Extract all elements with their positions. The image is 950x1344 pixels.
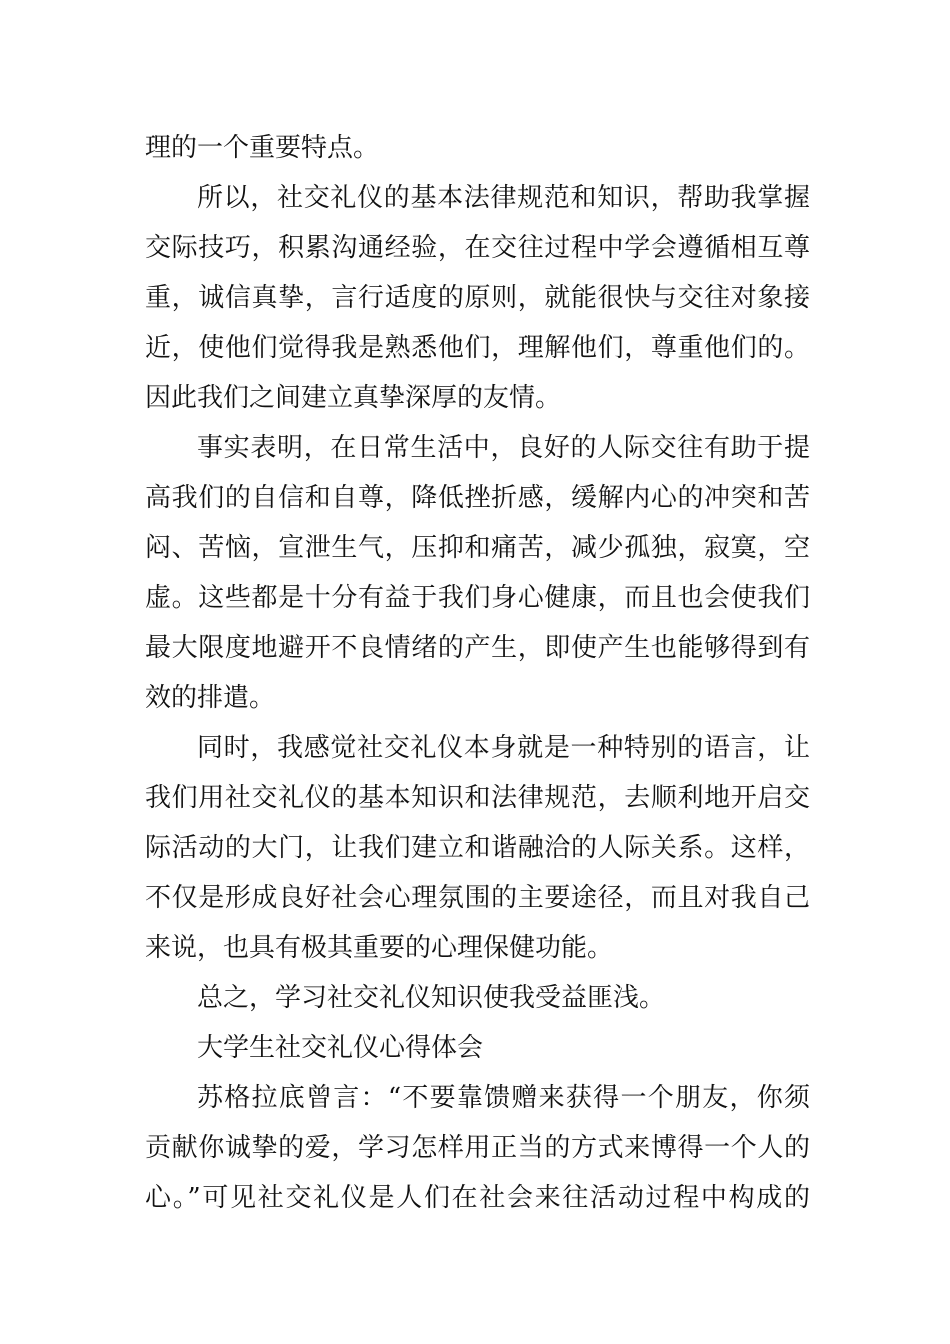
paragraph-line: 重，诚信真挚，言行适度的原则，就能很快与交往对象接	[145, 283, 810, 313]
paragraph-line: 近，使他们觉得我是熟悉他们，理解他们，尊重他们的。	[145, 333, 810, 363]
paragraph-line: 事实表明，在日常生活中，良好的人际交往有助于提	[197, 433, 810, 463]
paragraph-line: 我们用社交礼仪的基本知识和法律规范，去顺利地开启交	[145, 783, 810, 813]
paragraph-line: 闷、苦恼，宣泄生气，压抑和痛苦，减少孤独，寂寞，空	[145, 533, 810, 563]
paragraph-line: 高我们的自信和自尊，降低挫折感，缓解内心的冲突和苦	[145, 483, 810, 513]
paragraph-line: 来说，也具有极其重要的心理保健功能。	[145, 933, 614, 963]
paragraph-line: 交际技巧，积累沟通经验，在交往过程中学会遵循相互尊	[145, 233, 810, 263]
document-body	[145, 123, 810, 1223]
paragraph-line: 心。”可见社交礼仪是人们在社会来往活动过程中构成的	[145, 1183, 810, 1213]
paragraph-line: 效的排遣。	[145, 683, 276, 713]
paragraph-line: 理的一个重要特点。	[145, 133, 380, 163]
paragraph-line: 同时，我感觉社交礼仪本身就是一种特别的语言，让	[197, 733, 810, 763]
section-heading: 大学生社交礼仪心得体会	[197, 1033, 484, 1063]
paragraph-line: 所以，社交礼仪的基本法律规范和知识，帮助我掌握	[197, 183, 810, 213]
paragraph-line: 际活动的大门，让我们建立和谐融洽的人际关系。这样，	[145, 833, 810, 863]
paragraph-line: 贡献你诚挚的爱，学习怎样用正当的方式来博得一个人的	[145, 1133, 810, 1163]
paragraph-line: 不仅是形成良好社会心理氛围的主要途径，而且对我自己	[145, 883, 810, 913]
paragraph-line: 最大限度地避开不良情绪的产生，即使产生也能够得到有	[145, 633, 810, 663]
paragraph-line: 总之，学习社交礼仪知识使我受益匪浅。	[197, 983, 666, 1013]
paragraph-line: 虚。这些都是十分有益于我们身心健康，而且也会使我们	[145, 583, 810, 613]
paragraph-line: 因此我们之间建立真挚深厚的友情。	[145, 383, 562, 413]
paragraph-line: 苏格拉底曾言：“不要靠馈赠来获得一个朋友，你须	[197, 1083, 810, 1113]
